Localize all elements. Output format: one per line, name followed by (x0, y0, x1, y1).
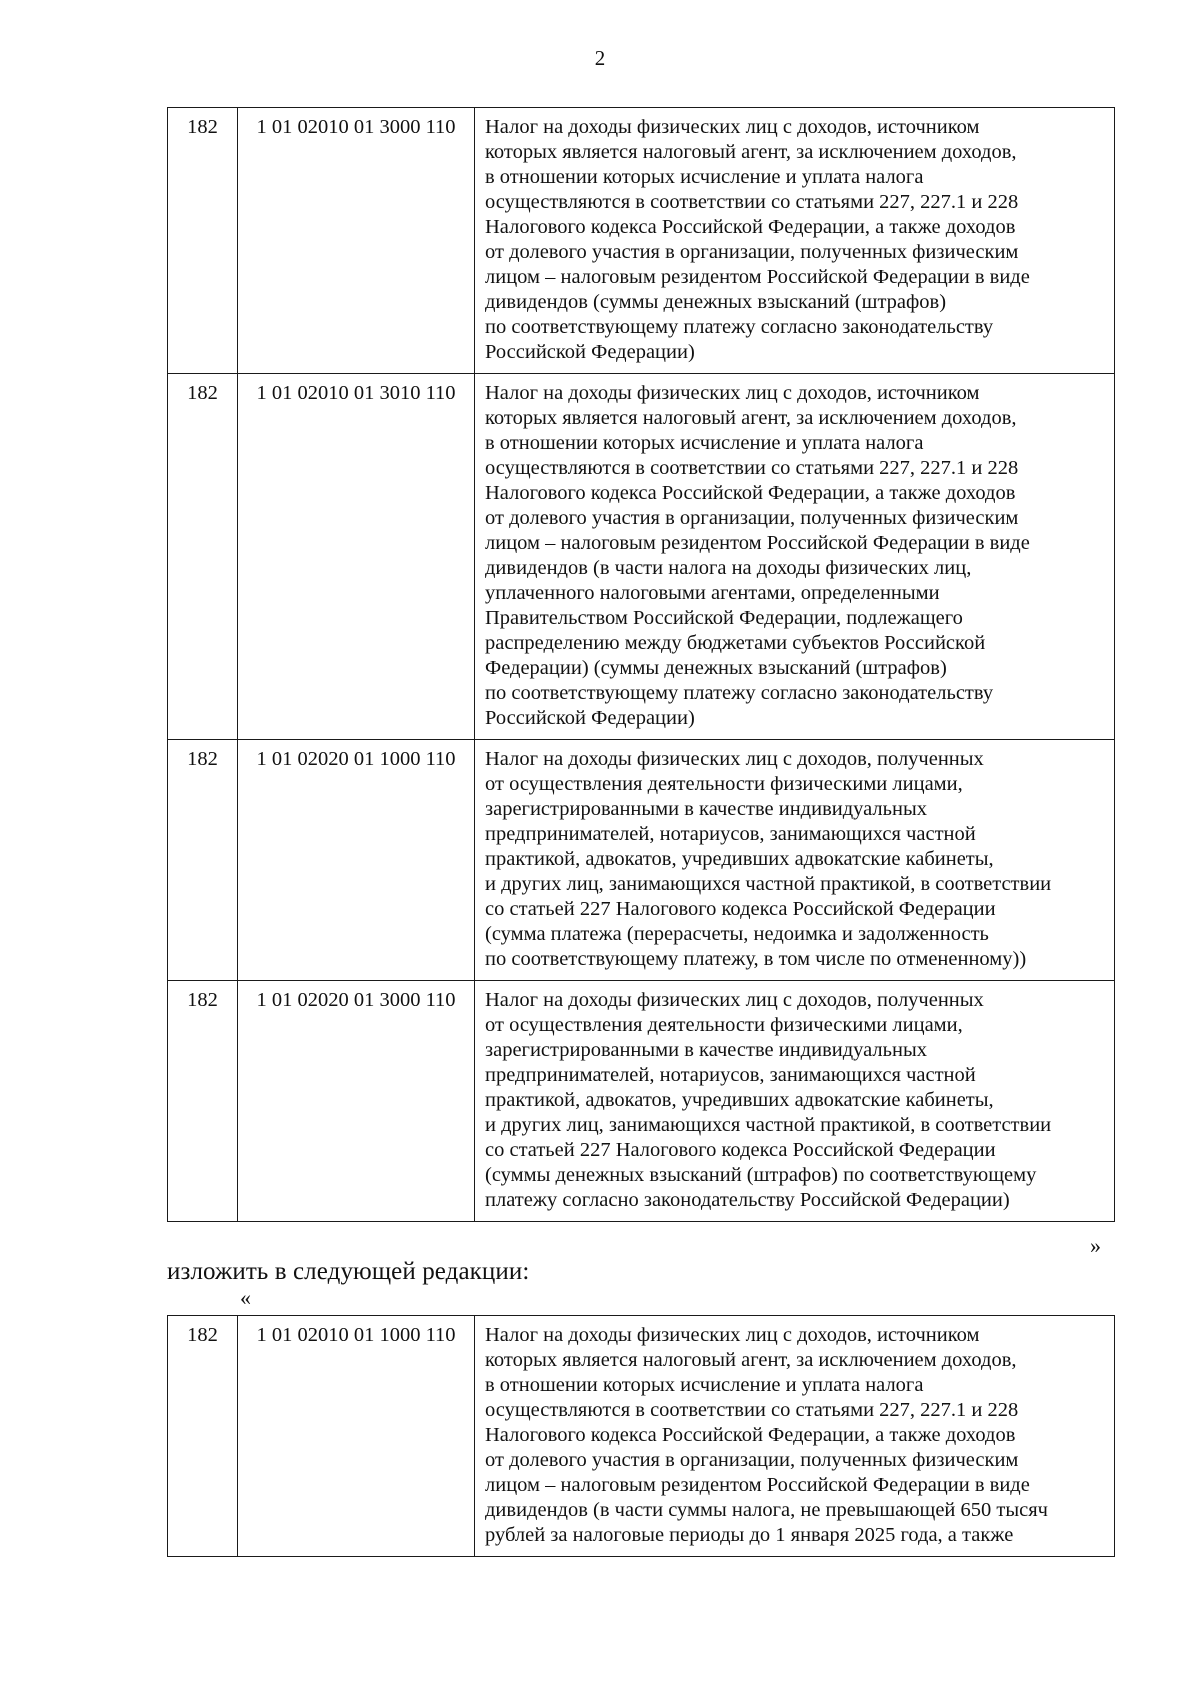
description-line: осуществляются в соответствии со статьями 227, 227.1 и 228 (485, 191, 1019, 213)
description-line: Правительством Российской Федерации, подлежащего (485, 607, 963, 629)
description-line: Налогового кодекса Российской Федерации, а также доходов (485, 1424, 1016, 1446)
description-line: Налог на доходы физических лиц с доходов, источником (485, 116, 980, 138)
admin-code-cell: 182 (168, 108, 238, 374)
description-line: дивидендов (в части суммы налога, не превышающей 650 тысяч (485, 1499, 1048, 1521)
description-line: (суммы денежных взысканий (штрафов) по соответствующему (485, 1164, 1037, 1186)
description-line: от долевого участия в организации, полученных физическим (485, 1449, 1019, 1471)
description-line: платежу согласно законодательству Российской Федерации) (485, 1189, 1010, 1211)
description-line: лицом – налоговым резидентом Российской Федерации в виде (485, 266, 1030, 288)
description-line: лицом – налоговым резидентом Российской Федерации в виде (485, 1474, 1030, 1496)
description-line: практикой, адвокатов, учредивших адвокатские кабинеты, (485, 1089, 994, 1111)
description-line: Налог на доходы физических лиц с доходов, полученных (485, 748, 984, 770)
description-line: Налог на доходы физических лиц с доходов, источником (485, 382, 980, 404)
description-line: зарегистрированными в качестве индивидуальных (485, 798, 927, 820)
description-line: уплаченного налоговыми агентами, определенными (485, 582, 940, 604)
budget-codes-table-current (167, 107, 1115, 1222)
description-line: которых является налоговый агент, за исключением доходов, (485, 407, 1017, 429)
amendment-instruction: изложить в следующей редакции: (167, 1258, 530, 1285)
description-line: от долевого участия в организации, полученных физическим (485, 507, 1019, 529)
description-line: дивидендов (суммы денежных взысканий (штрафов) (485, 291, 947, 313)
description-line: в отношении которых исчисление и уплата налога (485, 432, 924, 454)
admin-code-cell: 182 (168, 1316, 238, 1557)
description-line: предпринимателей, нотариусов, занимающихся частной (485, 1064, 976, 1086)
description-line: по соответствующему платежу согласно законодательству (485, 682, 994, 704)
description-line: и других лиц, занимающихся частной практикой, в соответствии (485, 1114, 1052, 1136)
description-line: осуществляются в соответствии со статьями 227, 227.1 и 228 (485, 1399, 1019, 1421)
description-line: Российской Федерации) (485, 707, 695, 729)
kbk-cell: 1 01 02020 01 3000 110 (238, 981, 475, 1222)
description-line: практикой, адвокатов, учредивших адвокатские кабинеты, (485, 848, 994, 870)
budget-codes-table-new (167, 1315, 1115, 1557)
description-cell (475, 1316, 1115, 1557)
description-line: от осуществления деятельности физическими лицами, (485, 1014, 963, 1036)
table-row (168, 108, 1115, 374)
description-line: лицом – налоговым резидентом Российской Федерации в виде (485, 532, 1030, 554)
description-cell (475, 108, 1115, 374)
description-line: предпринимателей, нотариусов, занимающихся частной (485, 823, 976, 845)
description-line: в отношении которых исчисление и уплата налога (485, 166, 924, 188)
description-line: осуществляются в соответствии со статьями 227, 227.1 и 228 (485, 457, 1019, 479)
description-line: в отношении которых исчисление и уплата налога (485, 1374, 924, 1396)
description-line: рублей за налоговые периоды до 1 января 2025 года, а также (485, 1524, 1014, 1546)
admin-code-cell: 182 (168, 981, 238, 1222)
description-line: Налогового кодекса Российской Федерации, а также доходов (485, 216, 1016, 238)
table-row (168, 981, 1115, 1222)
kbk-cell: 1 01 02010 01 3010 110 (238, 374, 475, 740)
admin-code-cell: 182 (168, 740, 238, 981)
table-row (168, 374, 1115, 740)
description-line: Федерации) (суммы денежных взысканий (штрафов) (485, 657, 947, 679)
description-line: от долевого участия в организации, полученных физическим (485, 241, 1019, 263)
description-line: и других лиц, занимающихся частной практикой, в соответствии (485, 873, 1052, 895)
description-line: Российской Федерации) (485, 341, 695, 363)
kbk-cell: 1 01 02010 01 1000 110 (238, 1316, 475, 1557)
description-line: от осуществления деятельности физическими лицами, (485, 773, 963, 795)
description-cell (475, 374, 1115, 740)
description-line: зарегистрированными в качестве индивидуальных (485, 1039, 927, 1061)
description-cell (475, 981, 1115, 1222)
description-line: со статьей 227 Налогового кодекса Российской Федерации (485, 898, 996, 920)
description-line: которых является налоговый агент, за исключением доходов, (485, 141, 1017, 163)
description-line: Налогового кодекса Российской Федерации, а также доходов (485, 482, 1016, 504)
description-line: со статьей 227 Налогового кодекса Российской Федерации (485, 1139, 996, 1161)
description-line: дивидендов (в части налога на доходы физических лиц, (485, 557, 972, 579)
description-line: (сумма платежа (перерасчеты, недоимка и задолженность (485, 923, 989, 945)
page-number: 2 (594, 46, 606, 70)
description-cell (475, 740, 1115, 981)
table-row (168, 740, 1115, 981)
description-line: Налог на доходы физических лиц с доходов, полученных (485, 989, 984, 1011)
description-line: по соответствующему платежу, в том числе по отмененному)) (485, 948, 1027, 970)
description-line: распределению между бюджетами субъектов Российской (485, 632, 986, 654)
kbk-cell: 1 01 02020 01 1000 110 (238, 740, 475, 981)
description-line: которых является налоговый агент, за исключением доходов, (485, 1349, 1017, 1371)
closing-quote: » (1090, 1233, 1101, 1258)
description-line: Налог на доходы физических лиц с доходов, источником (485, 1324, 980, 1346)
kbk-cell: 1 01 02010 01 3000 110 (238, 108, 475, 374)
opening-quote: « (240, 1285, 251, 1310)
description-line: по соответствующему платежу согласно законодательству (485, 316, 994, 338)
table-row (168, 1316, 1115, 1557)
admin-code-cell: 182 (168, 374, 238, 740)
